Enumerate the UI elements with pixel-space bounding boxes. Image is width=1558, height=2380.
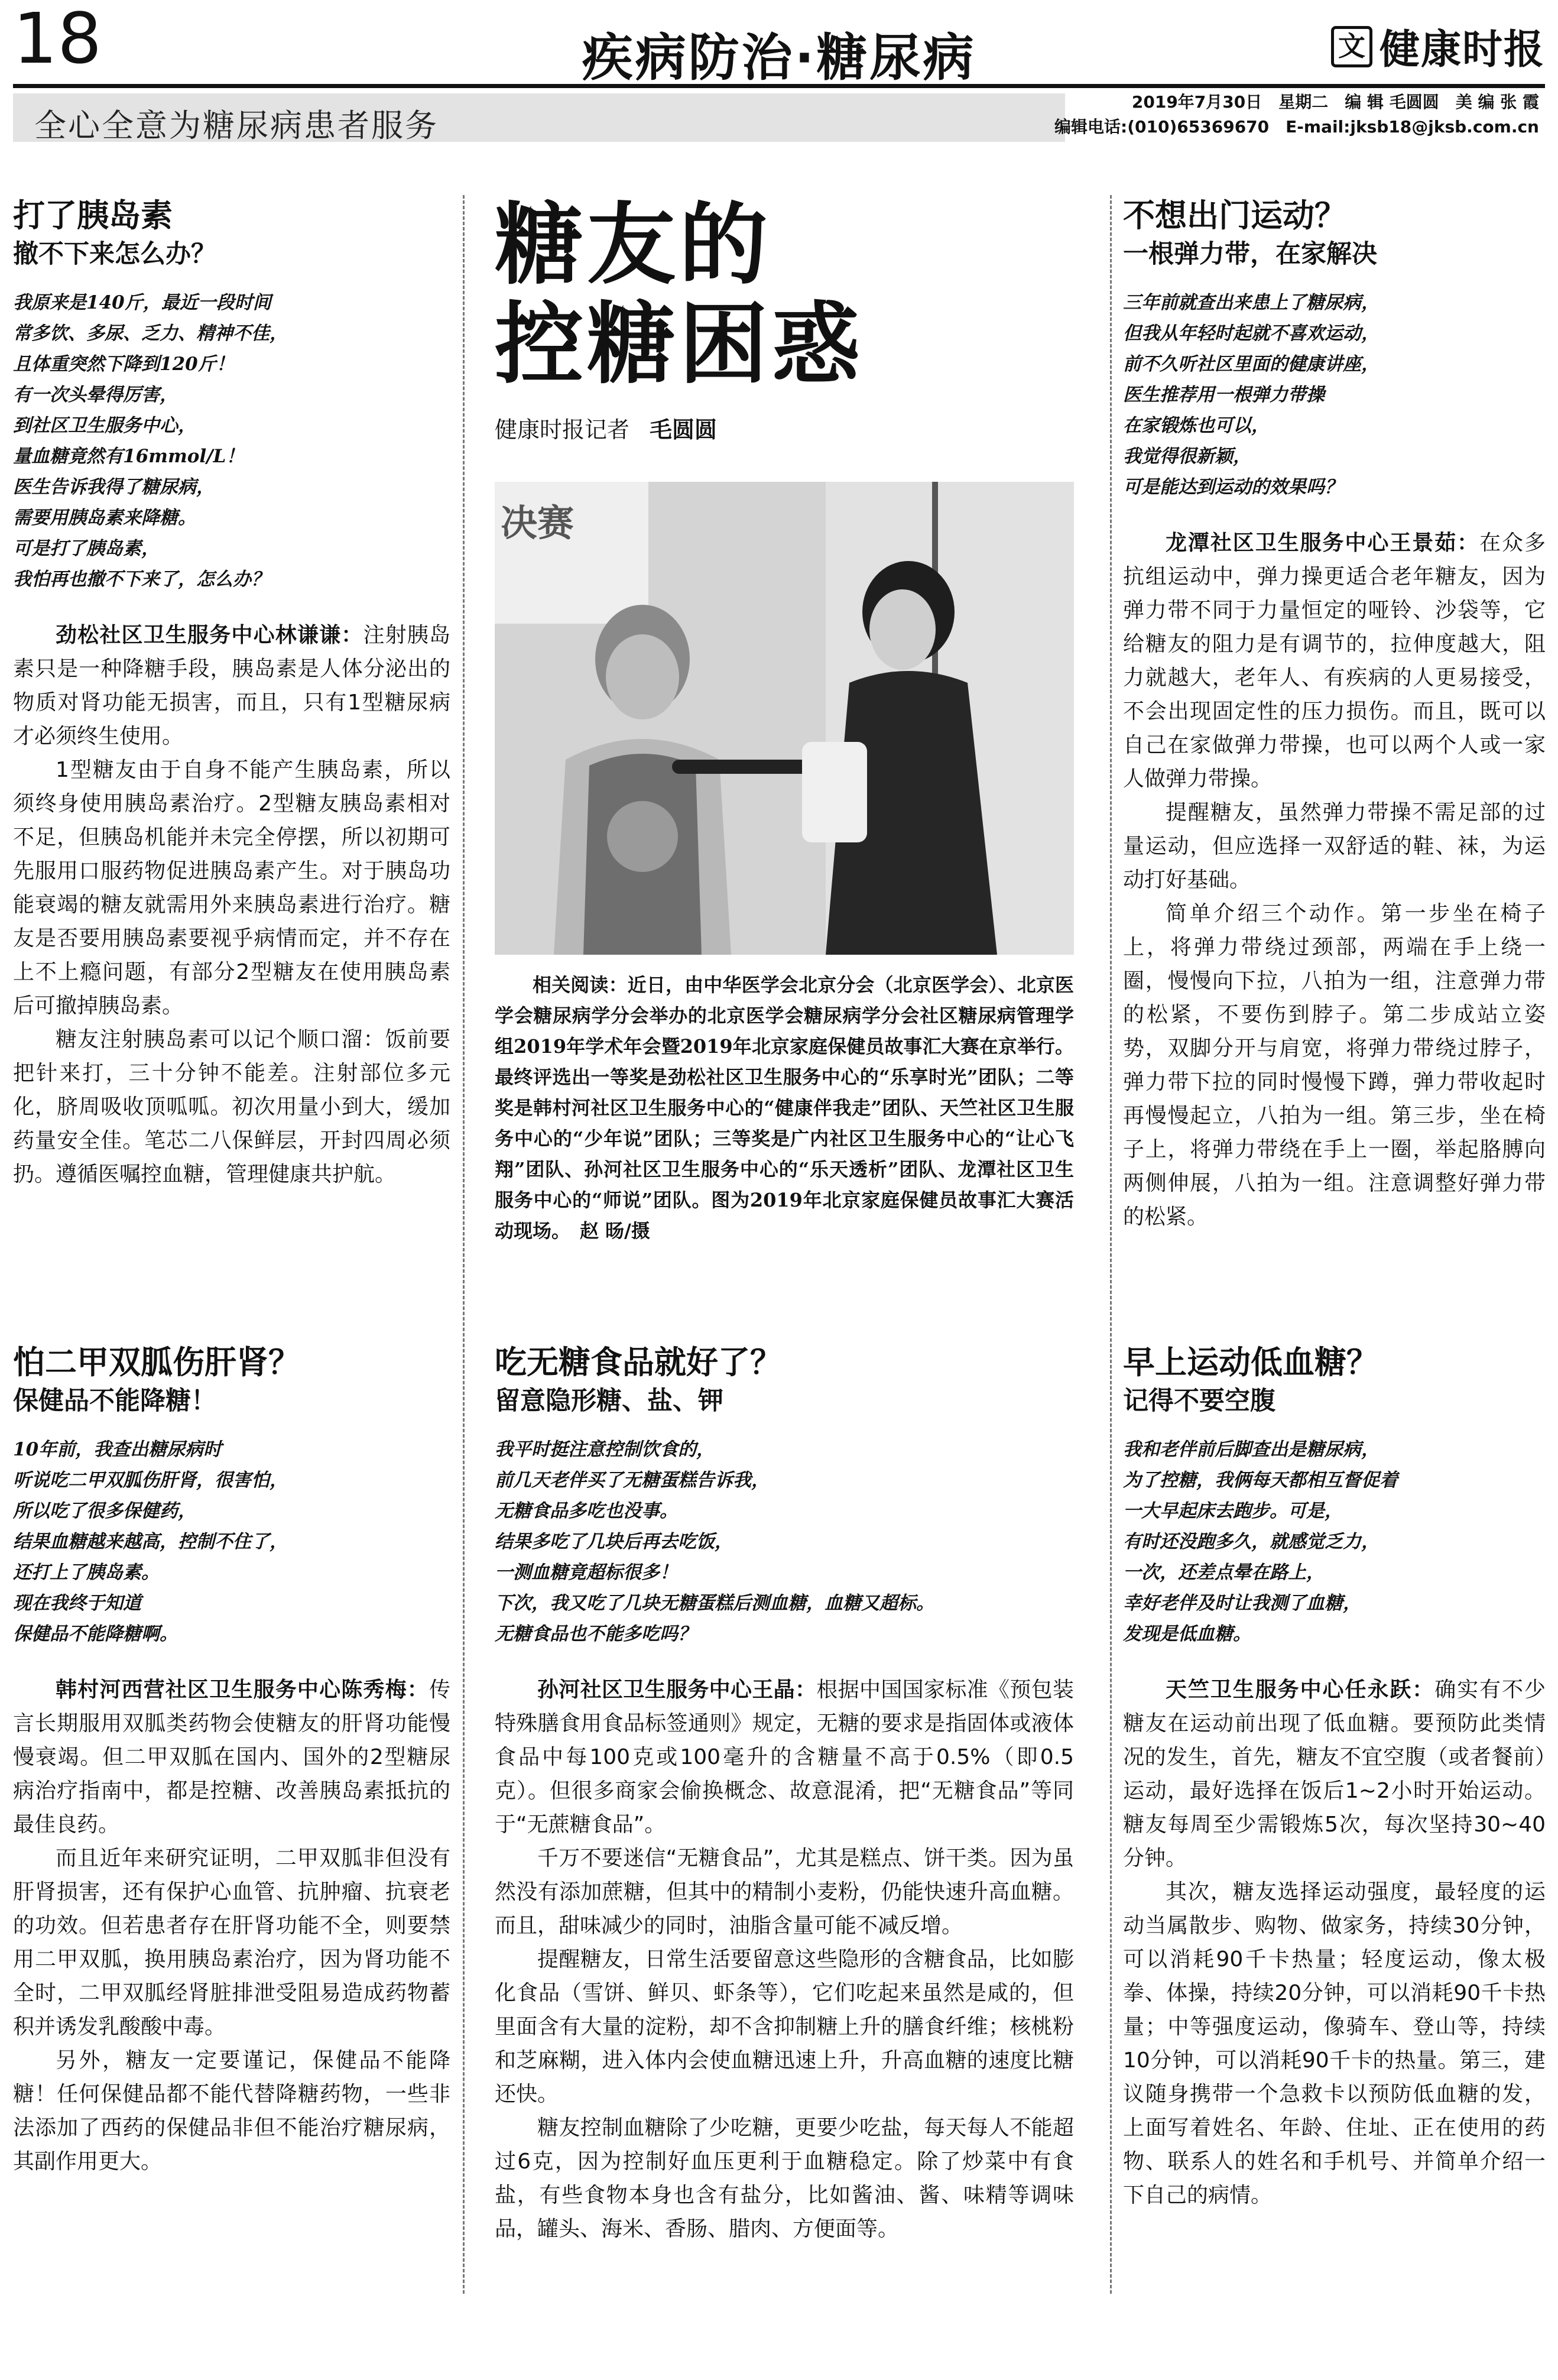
- paragraph: 千万不要迷信“无糖食品”，尤其是糕点、饼干类。因为虽然没有添加蔗糖，但其中的精制小麦粉，仍能快速升高血糖。而且，甜味减少的同时，油脂含量可能不减反增。: [495, 1846, 1074, 1938]
- question-line: 有时还没跑多久，就感觉乏力，: [1123, 1531, 1380, 1552]
- paragraph: 糖友控制血糖除了少吃糖，更要少吃盐，每天每人不能超过6克，因为控制好血压更利于血糖稳定。除了炒菜中有食盐，有些食物本身也含有盐分，比如酱油、酱、味精等调味品，罐头、海米、香肠、腊肉、方便面等。: [495, 2116, 1074, 2241]
- headline: 早上运动低血糖？: [1123, 1344, 1378, 1381]
- question-line: 无糖食品多吃也没事。: [495, 1500, 678, 1522]
- article-body: [1123, 1673, 1546, 2212]
- paragraph: 简单介绍三个动作。第一步坐在椅子上，将弹力带绕过颈部，两端在手上绕一圈，慢慢向下拉，八拍为一组，注意弹力带的松紧，不要伤到脖子。第二步成站立姿势，双脚分开与肩宽，将弹力带绕过脖子，弹力带下拉的同时慢慢下蹲，弹力带收起时再慢慢起立，八拍为一组。第三步，坐在椅子上，将弹力带绕在手上一圈，举起胳膊向两侧伸展，八拍为一组。注意调整好弹力带的松紧。: [1123, 902, 1546, 1229]
- page-number: 18: [13, 0, 102, 79]
- masthead: [0, 0, 1558, 145]
- paragraph: 提醒糖友，日常生活要留意这些隐形的含糖食品，比如膨化食品（雪饼、鲜贝、虾条等），它们吃起来虽然是咸的，但里面含有大量的淀粉，却不含抑制糖上升的膳食纤维；核桃粉和芝麻糊，进入体内会使血糖迅速上升，升高血糖的速度比糖还快。: [495, 1947, 1074, 2106]
- question-line: 且体重突然下降到120斤！: [13, 354, 235, 375]
- question-line: 我觉得很新颖，: [1123, 446, 1251, 467]
- section-title: 疾病防治·糖尿病: [582, 28, 976, 87]
- subhead: 保健品不能降糖！: [13, 1386, 216, 1416]
- paragraph: 在众多抗组运动中，弹力操更适合老年糖友，因为弹力带不同于力量恒定的哑铃、沙袋等，它给糖友的阻力是有调节的，拉伸度越大，阻力就越大，老年人、有疾病的人更易接受，不会出现固定性的压力损伤。而且，既可以自己在家做弹力带操，也可以两个人或一家人做弹力带操。: [1123, 531, 1546, 791]
- question-line: 无糖食品也不能多吃吗？: [495, 1623, 696, 1645]
- issue-meta: [1054, 90, 1539, 140]
- paragraph: 确实有不少糖友在运动前出现了低血糖。要预防此类情况的发生，首先，糖友不宜空腹（或者餐前）运动，最好选择在饭后1~2小时开始运动。糖友每周至少需锻炼5次，每次坚持30~40分钟。: [1123, 1678, 1546, 1870]
- question-line: 可是打了胰岛素，: [13, 538, 160, 559]
- brand-logo: [1331, 18, 1545, 75]
- question-line: 在家锻炼也可以，: [1123, 415, 1270, 436]
- article-morning-exercise: [1123, 1342, 1546, 2212]
- question-line: 我怕再也撤不下来了，怎么办？: [13, 569, 270, 590]
- headline: 吃无糖食品就好了？: [495, 1344, 782, 1381]
- feature-title: [495, 195, 1074, 394]
- question-line: 量血糖竟然有16mmol/L！: [13, 446, 245, 467]
- article-insulin: [13, 195, 450, 1191]
- question-line: 我原来是140斤，最近一段时间: [13, 292, 271, 313]
- brand-mark-icon: 文: [1331, 26, 1372, 67]
- question-line: 还打上了胰岛素。: [13, 1562, 160, 1583]
- feature-header: [495, 195, 1074, 444]
- reader-question: [13, 287, 450, 595]
- related-reading: [495, 969, 1074, 1246]
- question-line: 现在我终于知道: [13, 1593, 141, 1614]
- event-photo-illustration: [495, 482, 1074, 955]
- question-line: 医生推荐用一根弹力带操: [1123, 384, 1325, 406]
- question-line: 三年前就查出来患上了糖尿病，: [1123, 292, 1380, 313]
- paragraph: 另外，糖友一定要谨记，保健品不能降糖！任何保健品都不能代替降糖药物，一些非法添加了西药的保健品非但不能治疗糖尿病，其副作用更大。: [13, 2048, 450, 2174]
- paragraph: 传言长期服用双胍类药物会使糖友的肝肾功能慢慢衰竭。但二甲双胍在国内、国外的2型糖尿病治疗指南中，都是控糖、改善胰岛素抵抗的最佳良药。: [13, 1678, 450, 1837]
- question-line: 常多饮、多尿、乏力、精神不佳，: [13, 323, 288, 344]
- paragraph: 注射胰岛素只是一种降糖手段，胰岛素是人体分泌出的物质对肾功能无损害，而且，只有1型糖尿病才必须终生使用。: [13, 623, 450, 748]
- byline-name: 毛圆圆: [650, 417, 718, 443]
- byline-label: 健康时报记者: [495, 417, 630, 443]
- question-line: 前几天老伴买了无糖蛋糕告诉我，: [495, 1470, 770, 1491]
- question-line: 保健品不能降糖啊。: [13, 1623, 178, 1645]
- article-body: [13, 618, 450, 1191]
- byline: [495, 411, 1074, 444]
- subhead: 一根弹力带，在家解决: [1123, 239, 1377, 269]
- slogan-bar: [13, 93, 1065, 142]
- event-photo: [495, 482, 1074, 955]
- subhead: 撤不下来怎么办？: [13, 239, 216, 269]
- question-line: 一大早起床去跑步。可是，: [1123, 1500, 1343, 1522]
- article-elastic-band: [1123, 195, 1546, 1234]
- paragraph: 而且近年来研究证明，二甲双胍非但没有肝肾损害，还有保护心血管、抗肿瘤、抗衰老的功效。但若患者存在肝肾功能不全，则要禁用二甲双胍，换用胰岛素治疗，因为肾功能不全时，二甲双胍经肾脏排泄受阻易造成药物蓄积并诱发乳酸酸中毒。: [13, 1846, 450, 2039]
- brand-name: 健康时报: [1379, 27, 1545, 73]
- column-divider: [463, 195, 465, 2294]
- headline: 不想出门运动？: [1123, 197, 1346, 234]
- question-line: 前不久听社区里面的健康讲座，: [1123, 354, 1380, 375]
- question-line: 所以吃了很多保健药，: [13, 1500, 196, 1522]
- question-line: 有一次头晕得厉害，: [13, 384, 178, 406]
- article-sugarfree: [495, 1342, 1074, 2246]
- expert-name: 龙潭社区卫生服务中心王景茹：: [1166, 531, 1480, 555]
- feature-title-line: 糖友的: [495, 193, 772, 297]
- headline: 打了胰岛素: [13, 197, 173, 234]
- expert-name: 孙河社区卫生服务中心王晶：: [537, 1678, 817, 1702]
- headline: 怕二甲双胍伤肝肾？: [13, 1344, 300, 1381]
- question-line: 但我从年轻时起就不喜欢运动，: [1123, 323, 1380, 344]
- question-line: 结果血糖越来越高，控制不住了，: [13, 1531, 288, 1552]
- question-line: 我和老伴前后脚查出是糖尿病，: [1123, 1439, 1380, 1460]
- paragraph: 1型糖友由于自身不能产生胰岛素，所以须终身使用胰岛素治疗。2型糖友胰岛素相对不足，但胰岛机能并未完全停摆，所以初期可先服用口服药物促进胰岛素产生。对于胰岛功能衰竭的糖友就需用外来胰岛素进行治疗。糖友是否要用胰岛素要视乎病情而定，并不存在上不上瘾问题，有部分2型糖友在使用胰岛素后可撤掉胰岛素。: [13, 758, 450, 1018]
- question-line: 为了控糖，我俩每天都相互督促着: [1123, 1470, 1398, 1491]
- paragraph: 根据中国国家标准《预包装特殊膳食用食品标签通则》规定，无糖的要求是指固体或液体食品中每100克或100毫升的含糖量不高于0.5%（即0.5克）。但很多商家会偷换概念、故意混淆，把“无糖食品”等同于“无蔗糖食品”。: [495, 1678, 1074, 1837]
- reader-question: [1123, 1434, 1546, 1649]
- article-body: [1123, 526, 1546, 1234]
- expert-name: 韩村河西营社区卫生服务中心陈秀梅：: [56, 1678, 429, 1702]
- paragraph: 糖友注射胰岛素可以记个顺口溜：饭前要把针来打，三十分钟不能差。注射部位多元化，脐周吸收顶呱呱。初次用量小到大，缓加药量安全佳。笔芯二八保鲜层，开封四周必须扔。遵循医嘱控血糖，管理健康共护航。: [13, 1027, 450, 1186]
- question-line: 幸好老伴及时让我测了血糖，: [1123, 1593, 1361, 1614]
- masthead-rule: [13, 84, 1545, 88]
- expert-name: 劲松社区卫生服务中心林谦谦：: [56, 623, 363, 647]
- feature-title-line: 控糖困惑: [495, 292, 864, 396]
- question-line: 可是能达到运动的效果吗？: [1123, 476, 1343, 498]
- issue-contact: 编辑电话:(010)65369670 E-mail:jksb18@jksb.com.cn: [1054, 117, 1539, 137]
- photo-banner-text: 决赛: [501, 501, 574, 544]
- question-line: 发现是低血糖。: [1123, 1623, 1251, 1645]
- article-body: [495, 1673, 1074, 2246]
- related-label: 相关阅读：: [533, 974, 628, 996]
- related-text: 近日，由中华医学会北京分会（北京医学会）、北京医学会糖尿病学分会举办的北京医学会糖尿病学分会社区糖尿病管理学组2019年学术年会暨2019年北京家庭保健员故事汇大赛在京举行。最终评选出一等奖是劲松社区卫生服务中心的“乐享时光”团队；二等奖是韩村河社区卫生服务中心的“健康伴我走”团队、天竺社区卫生服务中心的“少年说”团队；三等奖是广内社区卫生服务中心的“让心飞翔”团队、孙河社区卫生服务中心的“乐天透析”团队、龙潭社区卫生服务中心的“师说”团队。图为2019年北京家庭保健员故事汇大赛活动现场。: [495, 974, 1074, 1242]
- subhead: 记得不要空腹: [1123, 1386, 1275, 1416]
- reader-question: [495, 1434, 1074, 1649]
- article-metformin: [13, 1342, 450, 2178]
- question-line: 医生告诉我得了糖尿病，: [13, 476, 215, 498]
- question-line: 我平时挺注意控制饮食的，: [495, 1439, 715, 1460]
- issue-date-editors: 2019年7月30日 星期二 编 辑 毛圆圆 美 编 张 霞: [1131, 92, 1539, 112]
- reader-question: [13, 1434, 450, 1649]
- subhead: 留意隐形糖、盐、钾: [495, 1386, 723, 1416]
- article-body: [13, 1673, 450, 2178]
- paragraph: 其次，糖友选择运动强度，最轻度的运动当属散步、购物、做家务，持续30分钟，可以消耗90千卡热量；轻度运动，像太极拳、体操，持续20分钟，可以消耗90千卡热量；中等强度运动，像骑车、登山等，持续10分钟，可以消耗90千卡的热量。第三，建议随身携带一个急救卡以预防低血糖的发，上面写着姓名、年龄、住址、正在使用的药物、联系人的姓名和手机号、并简单介绍一下自己的病情。: [1123, 1880, 1546, 2207]
- slogan: 全心全意为糖尿病患者服务: [34, 107, 439, 144]
- photo-credit: 赵 旸/摄: [580, 1220, 650, 1242]
- reader-question: [1123, 287, 1546, 502]
- column-divider: [1110, 195, 1112, 2294]
- expert-name: 天竺卫生服务中心任永跃：: [1166, 1678, 1435, 1702]
- question-line: 结果多吃了几块后再去吃饭，: [495, 1531, 733, 1552]
- question-line: 一次，还差点晕在路上，: [1123, 1562, 1325, 1583]
- question-line: 需要用胰岛素来降糖。: [13, 507, 196, 528]
- question-line: 10年前，我查出糖尿病时: [13, 1439, 222, 1460]
- question-line: 下次，我又吃了几块无糖蛋糕后测血糖，血糖又超标。: [495, 1593, 934, 1614]
- paragraph: 提醒糖友，虽然弹力带操不需足部的过量运动，但应选择一双舒适的鞋、袜，为运动打好基础。: [1123, 800, 1546, 892]
- question-line: 到社区卫生服务中心，: [13, 415, 196, 436]
- question-line: 听说吃二甲双胍伤肝肾，很害怕，: [13, 1470, 288, 1491]
- question-line: 一测血糖竟超标很多！: [495, 1562, 678, 1583]
